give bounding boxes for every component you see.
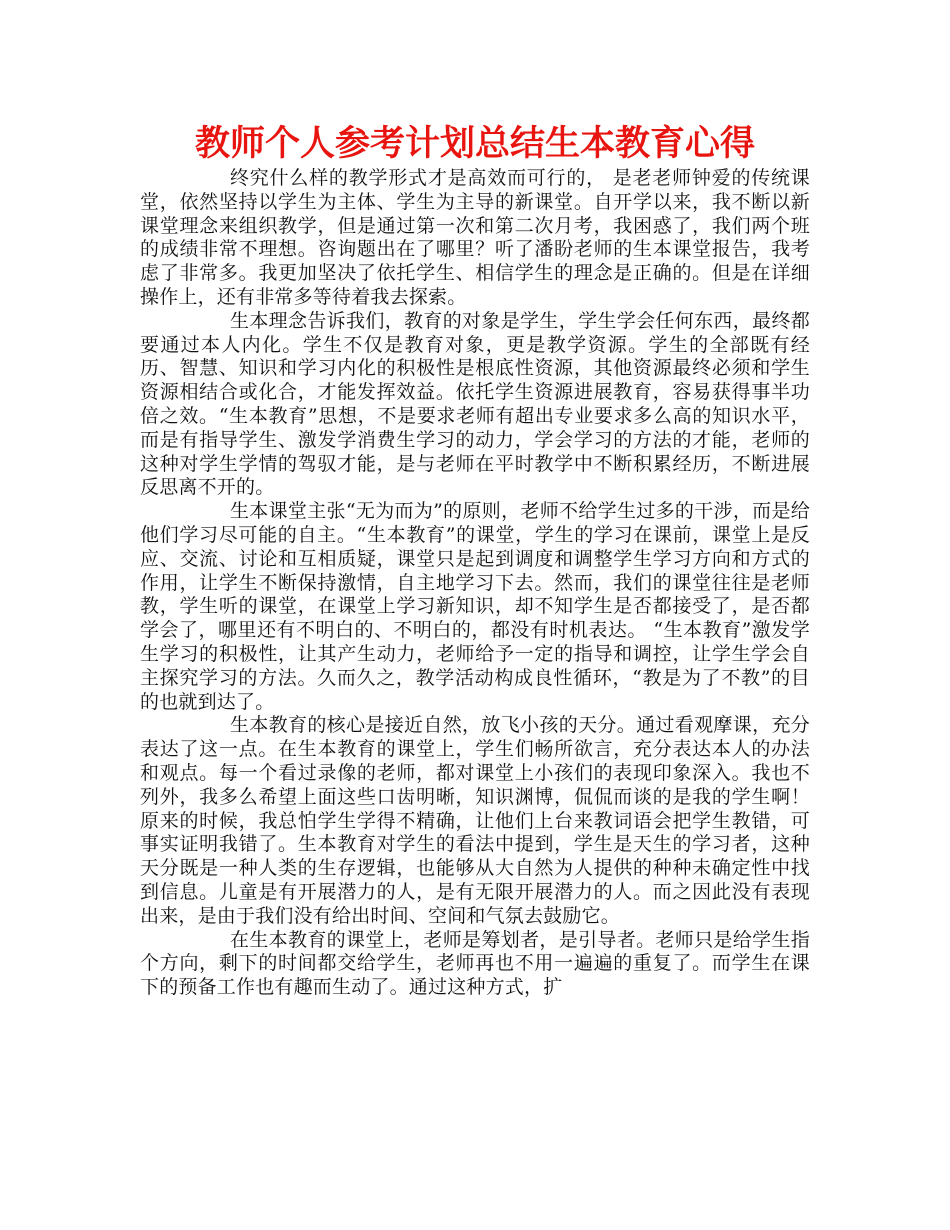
document-title: 教师个人参考计划总结生本教育心得 [194,124,755,164]
paragraph-2: 生本理念告诉我们，教育的对象是学生，学生学会任何东西，最终都要通过本人内化。学生不仅是教育对象，更是教学资源。学生的全部既有经历、智慧、知识和学习内化的积极性是根底性资源，其他资源最终必须和学生资源相结合或化合，才能发挥效益。依托学生资源进展教育，容易获得事半功倍之效。“生本教育”思想，不是要求老师有超出专业要求多么高的知识水平，而是有指导学生、激发学消费生学习的动力，学会学习的方法的才能，老师的这种对学生学情的驾驭才能，是与老师在平时教学中不断积累经历，不断进展反思离不开的。 [140,309,810,499]
paragraph-3: 生本课堂主张“无为而为”的原则，老师不给学生过多的干涉，而是给他们学习尽可能的自主。“生本教育”的课堂，学生的学习在课前，课堂上是反应、交流、讨论和互相质疑，课堂只是起到调度和调整学生学习方向和方式的作用，让学生不断保持激情，自主地学习下去。然而，我们的课堂往往是老师教，学生听的课堂，在课堂上学习新知识，却不知学生是否都接受了，是否都学会了，哪里还有不明白的、不明白的，都没有时机表达。 “生本教育”激发学生学习的积极性，让其产生动力，老师给予一定的指导和调控，让学生学会自主探究学习的方法。久而久之，教学活动构成良性循环，“教是为了不教”的目的也就到达了。 [140,500,810,713]
document-body [140,167,810,1000]
paragraph-5: 在生本教育的课堂上，老师是筹划者，是引导者。老师只是给学生指个方向，剩下的时间都交给学生，老师再也不用一遍遍的重复了。而学生在课下的预备工作也有趣而生动了。通过这种方式，扩 [140,928,810,999]
paragraph-4: 生本教育的核心是接近自然，放飞小孩的天分。通过看观摩课，充分表达了这一点。在生本教育的课堂上，学生们畅所欲言，充分表达本人的办法和观点。每一个看过录像的老师，都对课堂上小孩们的表现印象深入。我也不列外，我多么希望上面这些口齿明晰，知识渊博，侃侃而谈的是我的学生啊！ 原来的时候，我总怕学生学得不精确，让他们上台来教词语会把学生教错，可事实证明我错了。生本教育对学生的看法中提到，学生是天生的学习者，这种天分既是一种人类的生存逻辑，也能够从大自然为人提供的种种未确定性中找到信息。儿童是有开展潜力的人，是有无限开展潜力的人。而之因此没有表现出来，是由于我们没有给出时间、空间和气氛去鼓励它。 [140,714,810,927]
paragraph-1: 终究什么样的教学形式才是高效而可行的， 是老老师钟爱的传统课堂，依然坚持以学生为主体、学生为主导的新课堂。自开学以来，我不断以新课堂理念来组织教学，但是通过第一次和第二次月考，我困惑了，我们两个班的成绩非常不理想。咨询题出在了哪里？听了潘盼老师的生本课堂报告，我考虑了非常多。我更加坚决了依托学生、相信学生的理念是正确的。但是在详细操作上，还有非常多等待着我去探索。 [140,167,810,308]
